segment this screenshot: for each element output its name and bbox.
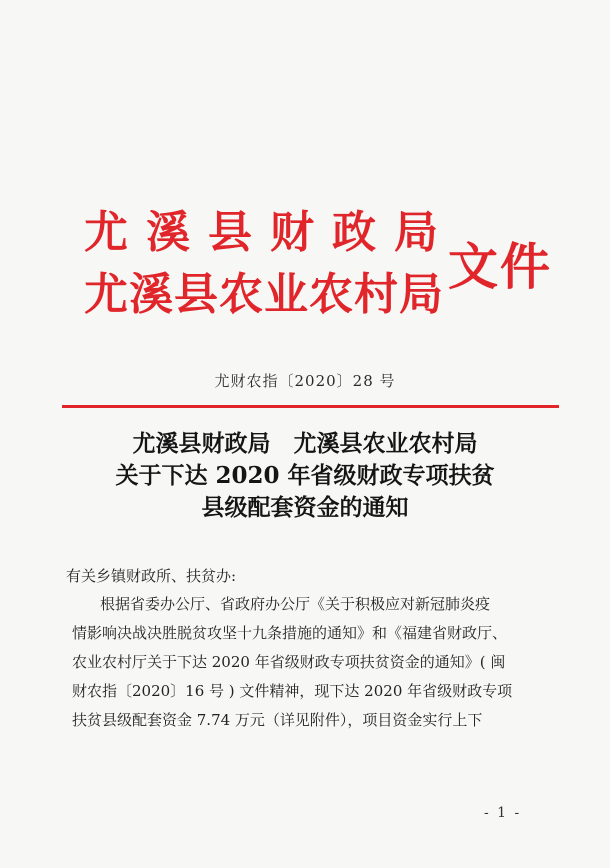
body-paragraph: [72, 590, 550, 735]
header-org-finance: 尤溪县财政局: [84, 207, 456, 258]
title-line-2: 关于下达 2020 年省级财政专项扶贫: [115, 462, 495, 489]
body-line: 财农指〔2020〕16 号 ) 文件精神，现下达 2020 年省级财政专项: [72, 682, 513, 700]
page-number: - 1 -: [484, 805, 522, 821]
body-line: 情影响决战决胜脱贫攻坚十九条措施的通知》和《福建省财政厅、: [72, 624, 508, 642]
body-line: 根据省委办公厅、省政府办公厅《关于积极应对新冠肺炎疫: [100, 595, 491, 613]
body-line: 农业农村厅关于下达 2020 年省级财政专项扶贫资金的通知》( 闽: [72, 653, 506, 671]
header-document-label: 文件: [448, 237, 552, 296]
notice-title: [0, 428, 610, 524]
title-line-3: 县级配套资金的通知: [201, 494, 409, 521]
header-org-agriculture: 尤溪县农业农村局: [84, 269, 444, 320]
document-number: 尤财农指〔2020〕28 号: [214, 372, 396, 390]
title-line-1: 尤溪县财政局 尤溪县农业农村局: [132, 430, 478, 457]
header-red-divider: [62, 405, 559, 408]
addressee: 有关乡镇财政所、扶贫办:: [66, 567, 237, 585]
body-line: 扶贫县级配套资金 7.74 万元（详见附件），项目资金实行上下: [72, 711, 483, 729]
